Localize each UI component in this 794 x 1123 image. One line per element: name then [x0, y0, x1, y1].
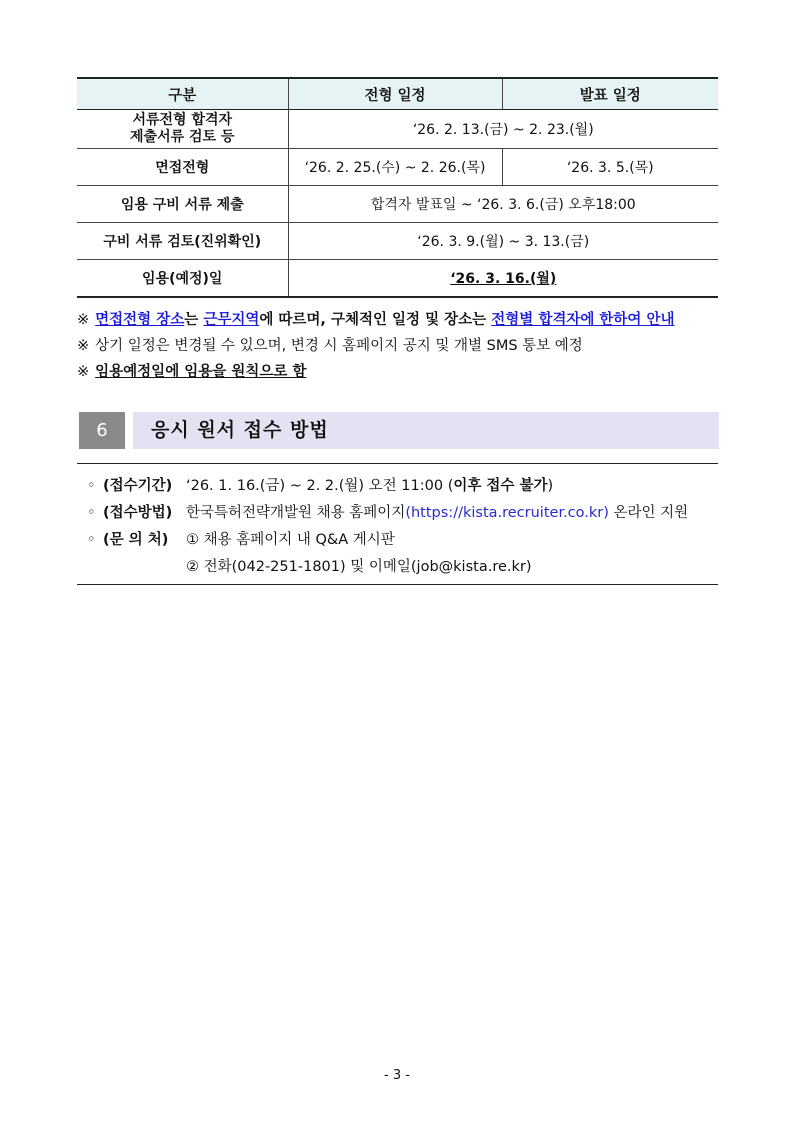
period-warning: 이후 접수 불가 [453, 478, 548, 494]
contact-item: ② 전화(042-251-1801) 및 이메일(job@kista.re.kr) [186, 559, 532, 575]
row-value [288, 260, 718, 298]
row-label: 임용(예정)일 [77, 260, 288, 298]
note-mark: ※ [77, 338, 90, 354]
section-number: 6 [79, 412, 125, 449]
period-close: ) [547, 478, 554, 494]
application-period-row [87, 474, 553, 495]
row-value: ‘26. 3. 9.(월) ~ 3. 13.(금) [288, 223, 718, 260]
application-method-row [87, 501, 688, 522]
header-schedule: 전형 일정 [288, 78, 502, 110]
note-text: 상기 일정은 변경될 수 있으며, 변경 시 홈페이지 공지 및 개별 SMS 통보 예정 [95, 338, 583, 354]
note-mark: ※ [77, 364, 90, 380]
notes [77, 307, 737, 385]
note-text: 임용예정일에 임용을 원칙으로 함 [95, 364, 307, 380]
row-label: 면접전형 [77, 149, 288, 186]
contact-item: ① 채용 홈페이지 내 Q&A 게시판 [186, 532, 395, 548]
note-text: 는 [184, 312, 204, 328]
bullet: ◦ [87, 478, 96, 494]
contact-row-2 [186, 555, 532, 576]
row-label: 구비 서류 검토(진위확인) [77, 223, 288, 260]
schedule-table [77, 77, 718, 298]
note-highlight: 면접전형 장소 [95, 312, 185, 328]
row-value: ‘26. 2. 13.(금) ~ 2. 23.(월) [288, 110, 718, 149]
table-row [77, 110, 718, 149]
note-highlight: 전형별 합격자에 한하여 안내 [491, 312, 675, 328]
method-text: 온라인 지원 [608, 505, 689, 521]
note-item [77, 307, 737, 333]
period-value: ‘26. 1. 16.(금) ~ 2. 2.(월) 오전 11:00 ( [186, 478, 454, 494]
method-text: 한국특허전략개발원 채용 홈페이지 [186, 505, 406, 521]
period-label: (접수기간) [103, 478, 173, 494]
note-highlight: 근무지역 [203, 312, 260, 328]
table-row [77, 149, 718, 186]
application-info-box [77, 463, 718, 585]
section-title-bar [133, 412, 719, 449]
row-label-line: 제출서류 검토 등 [130, 129, 235, 145]
section-title: 응시 원서 접수 방법 [151, 419, 329, 441]
page-number: - 3 - [384, 1068, 410, 1083]
note-item [77, 333, 737, 359]
recruit-site-link[interactable]: (https://kista.recruiter.co.kr) [405, 505, 609, 521]
table-row [77, 186, 718, 223]
contact-label: (문 의 처) [103, 532, 169, 548]
table-row [77, 260, 718, 298]
contact-row [87, 528, 395, 549]
table-row [77, 223, 718, 260]
note-mark: ※ [77, 312, 90, 328]
section-heading [79, 412, 719, 449]
header-category: 구분 [77, 78, 288, 110]
row-label [77, 110, 288, 149]
method-label: (접수방법) [103, 505, 173, 521]
row-label-line: 서류전형 합격자 [132, 112, 233, 128]
header-announcement: 발표 일정 [502, 78, 718, 110]
row-announcement: ‘26. 3. 5.(목) [502, 149, 718, 186]
row-value: 합격자 발표일 ~ ‘26. 3. 6.(금) 오후18:00 [288, 186, 718, 223]
bullet: ◦ [87, 505, 96, 521]
table-header-row [77, 78, 718, 110]
note-item [77, 359, 737, 385]
row-schedule: ‘26. 2. 25.(수) ~ 2. 26.(목) [288, 149, 502, 186]
note-text: 에 따르며, 구체적인 일정 및 장소는 [259, 312, 492, 328]
appointment-date: ‘26. 3. 16.(월) [450, 271, 557, 287]
row-label: 임용 구비 서류 제출 [77, 186, 288, 223]
bullet: ◦ [87, 532, 96, 548]
